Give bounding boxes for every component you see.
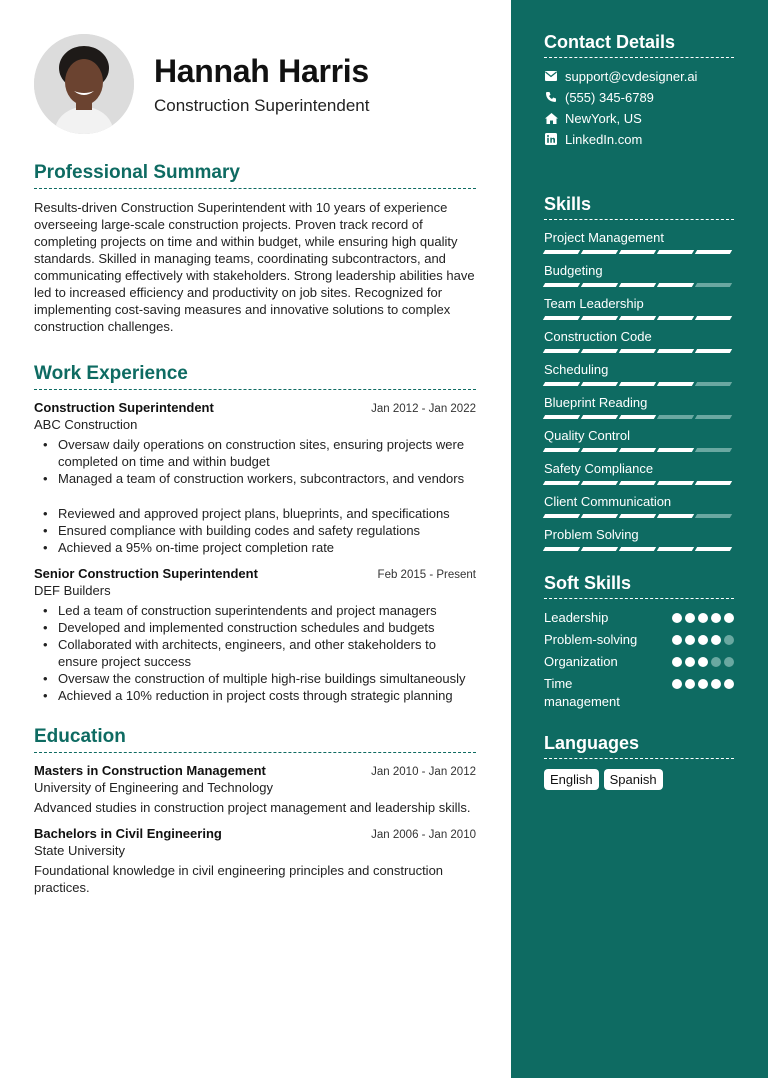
- skill-level-segment: [619, 547, 656, 551]
- candidate-name: Hannah Harris: [154, 52, 369, 89]
- skill-level-bar: [544, 349, 734, 353]
- skill-level-segment: [619, 283, 656, 287]
- education-entry: [34, 826, 476, 896]
- skill-item: [544, 263, 734, 287]
- job-bullets: [38, 602, 476, 704]
- contact-location: [544, 110, 734, 126]
- contact-location-text: NewYork, US: [565, 110, 642, 126]
- job-bullet: • Led a team of construction superintendents and project managers: [38, 602, 476, 619]
- skill-level-bar: [544, 316, 734, 320]
- degree-title: Masters in Construction Management: [34, 763, 266, 778]
- job-bullet: • Oversaw the construction of multiple high-rise buildings simultaneously: [38, 670, 476, 687]
- job-bullets: [38, 436, 476, 556]
- job-bullet: • Ensured compliance with building codes and safety regulations: [38, 522, 476, 539]
- rating-dot: [698, 635, 708, 645]
- job-bullet: • Achieved a 10% reduction in project costs through strategic planning: [38, 687, 476, 704]
- skill-level-segment: [695, 481, 732, 485]
- job-company: DEF Builders: [34, 583, 111, 598]
- skill-level-segment: [695, 283, 732, 287]
- skill-level-bar: [544, 547, 734, 551]
- school-name: State University: [34, 843, 126, 858]
- rating-dot: [672, 635, 682, 645]
- skill-level-segment: [543, 481, 580, 485]
- avatar: [34, 34, 134, 134]
- skill-level-segment: [695, 250, 732, 254]
- degree-date: Jan 2010 - Jan 2012: [371, 766, 476, 778]
- soft-skill-name: Problem-solving: [544, 632, 638, 647]
- soft-skill-rating: [672, 609, 734, 623]
- skill-level-segment: [695, 415, 732, 419]
- skill-level-segment: [657, 481, 694, 485]
- profile-photo: [34, 34, 134, 134]
- soft-skill-name: Leadership: [544, 610, 609, 625]
- skill-level-bar: [544, 448, 734, 452]
- skill-level-segment: [657, 514, 694, 518]
- job-bullet: • Collaborated with architects, engineers, and other stakeholders to ensure project success: [38, 636, 476, 670]
- skill-level-segment: [619, 448, 656, 452]
- skill-name: Problem Solving: [544, 527, 639, 542]
- rating-dot: [724, 613, 734, 623]
- skill-name: Team Leadership: [544, 296, 644, 311]
- skill-item: [544, 461, 734, 485]
- skill-level-bar: [544, 250, 734, 254]
- rating-dot: [711, 613, 721, 623]
- summary-heading: Professional Summary: [34, 162, 476, 189]
- rating-dot: [724, 635, 734, 645]
- skill-level-segment: [581, 415, 618, 419]
- skill-level-bar: [544, 283, 734, 287]
- rating-dot: [698, 679, 708, 689]
- skill-level-segment: [581, 283, 618, 287]
- skill-level-segment: [657, 316, 694, 320]
- rating-dot: [698, 613, 708, 623]
- rating-dot: [672, 679, 682, 689]
- skill-level-segment: [619, 382, 656, 386]
- skill-level-bar: [544, 514, 734, 518]
- rating-dot: [724, 679, 734, 689]
- job-entry: [34, 400, 476, 556]
- soft-skill-item: [544, 631, 734, 649]
- skill-item: [544, 296, 734, 320]
- soft-skill-item: [544, 609, 734, 627]
- soft-skill-item: [544, 675, 734, 711]
- skill-level-segment: [695, 514, 732, 518]
- rating-dot: [711, 657, 721, 667]
- rating-dot: [685, 679, 695, 689]
- skill-level-segment: [543, 382, 580, 386]
- skill-name: Quality Control: [544, 428, 630, 443]
- work-list: [34, 400, 476, 704]
- rating-dot: [685, 657, 695, 667]
- job-bullet: • Oversaw daily operations on construction sites, ensuring projects were completed on time and within budget: [38, 436, 476, 470]
- rating-dot: [672, 613, 682, 623]
- skill-level-segment: [619, 514, 656, 518]
- skill-level-segment: [619, 349, 656, 353]
- skill-item: [544, 527, 734, 551]
- contact-linkedin-text: LinkedIn.com: [565, 131, 643, 147]
- linkedin-icon: [544, 132, 558, 146]
- skill-level-segment: [581, 514, 618, 518]
- skill-level-segment: [695, 349, 732, 353]
- header: [34, 34, 476, 134]
- contact-heading: Contact Details: [544, 32, 734, 58]
- skill-level-segment: [543, 547, 580, 551]
- job-bullet: • Reviewed and approved project plans, blueprints, and specifications: [38, 505, 476, 522]
- rating-dot: [685, 635, 695, 645]
- sidebar: [511, 0, 768, 1078]
- skill-level-segment: [581, 316, 618, 320]
- skill-level-segment: [619, 415, 656, 419]
- skill-name: Budgeting: [544, 263, 603, 278]
- soft-skill-name: Organization: [544, 654, 618, 669]
- languages-heading: Languages: [544, 733, 734, 759]
- skill-level-segment: [543, 448, 580, 452]
- soft-skill-rating: [672, 653, 734, 667]
- skill-level-segment: [543, 283, 580, 287]
- skill-name: Client Communication: [544, 494, 672, 509]
- soft-skill-item: [544, 653, 734, 671]
- job-company: ABC Construction: [34, 417, 138, 432]
- skill-item: [544, 494, 734, 518]
- skill-level-segment: [695, 316, 732, 320]
- skill-level-segment: [543, 316, 580, 320]
- skill-item: [544, 395, 734, 419]
- language-chip: Spanish: [604, 769, 663, 790]
- skill-level-segment: [619, 316, 656, 320]
- candidate-role: Construction Superintendent: [154, 95, 370, 115]
- skill-level-segment: [657, 547, 694, 551]
- home-icon: [544, 111, 558, 125]
- skill-level-bar: [544, 481, 734, 485]
- job-title: Construction Superintendent: [34, 400, 214, 415]
- name-block: [154, 53, 369, 116]
- contact-phone-text: (555) 345-6789: [565, 89, 654, 105]
- skill-level-segment: [695, 547, 732, 551]
- skill-level-segment: [657, 382, 694, 386]
- soft-skills-heading: Soft Skills: [544, 573, 734, 599]
- skill-level-segment: [581, 382, 618, 386]
- job-bullet: • Managed a team of construction workers, subcontractors, and vendors: [38, 470, 476, 487]
- degree-description: Advanced studies in construction project management and leadership skills.: [34, 800, 471, 815]
- skill-level-segment: [581, 448, 618, 452]
- contact-email[interactable]: [544, 68, 734, 84]
- skill-level-segment: [543, 349, 580, 353]
- skill-item: [544, 428, 734, 452]
- envelope-icon: [544, 69, 558, 83]
- skill-level-segment: [619, 481, 656, 485]
- skill-name: Safety Compliance: [544, 461, 654, 476]
- skill-level-segment: [657, 349, 694, 353]
- job-bullet: • Achieved a 95% on-time project completion rate: [38, 539, 476, 556]
- rating-dot: [711, 679, 721, 689]
- degree-description: Foundational knowledge in civil engineering principles and construction practices.: [34, 863, 444, 895]
- skill-level-segment: [657, 415, 694, 419]
- skill-level-segment: [657, 250, 694, 254]
- skill-item: [544, 230, 734, 254]
- skill-level-bar: [544, 382, 734, 386]
- skill-level-segment: [543, 250, 580, 254]
- skill-level-segment: [543, 415, 580, 419]
- skill-level-segment: [657, 283, 694, 287]
- skill-level-segment: [581, 349, 618, 353]
- skill-level-segment: [695, 448, 732, 452]
- soft-skill-name: Time management: [544, 676, 620, 709]
- soft-skill-rating: [672, 631, 734, 645]
- rating-dot: [672, 657, 682, 667]
- skills-heading: Skills: [544, 194, 734, 220]
- skill-level-segment: [619, 250, 656, 254]
- skill-level-segment: [695, 382, 732, 386]
- job-entry: [34, 566, 476, 704]
- job-title: Senior Construction Superintendent: [34, 566, 258, 581]
- job-bullet: • Developed and implemented construction schedules and budgets: [38, 619, 476, 636]
- rating-dot: [685, 613, 695, 623]
- skill-name: Blueprint Reading: [544, 395, 648, 410]
- education-heading: Education: [34, 726, 476, 753]
- phone-icon: [544, 90, 558, 104]
- skill-level-segment: [581, 547, 618, 551]
- rating-dot: [711, 635, 721, 645]
- skill-level-segment: [657, 448, 694, 452]
- languages-list: [544, 769, 734, 790]
- skills-list: [544, 230, 734, 551]
- school-name: University of Engineering and Technology: [34, 780, 273, 795]
- skill-item: [544, 329, 734, 353]
- soft-skill-rating: [672, 675, 734, 689]
- contact-phone[interactable]: [544, 89, 734, 105]
- contact-linkedin[interactable]: [544, 131, 734, 147]
- degree-title: Bachelors in Civil Engineering: [34, 826, 222, 841]
- degree-date: Jan 2006 - Jan 2010: [371, 829, 476, 841]
- skill-name: Project Management: [544, 230, 664, 245]
- job-date: Jan 2012 - Jan 2022: [371, 403, 476, 415]
- skill-level-bar: [544, 415, 734, 419]
- summary-text: Results-driven Construction Superintendent with 10 years of experience overseeing large-scale construction projects. Proven track record of completing projects on time and within budget, while ensuring high quality standards. Skilled in managing teams, coordinating subcontractors, and communicating effectively with stakeholders. Strong leadership abilities have led to increased efficiency and productivity on job sites. Recognized for implementing cost-saving measures and innovative solutions to complex construction challenges.: [34, 200, 475, 334]
- language-chip: English: [544, 769, 599, 790]
- skill-name: Scheduling: [544, 362, 609, 377]
- rating-dot: [698, 657, 708, 667]
- contact-list: [544, 68, 734, 147]
- skill-name: Construction Code: [544, 329, 652, 344]
- skill-level-segment: [581, 250, 618, 254]
- job-date: Feb 2015 - Present: [377, 569, 476, 581]
- contact-email-text: support@cvdesigner.ai: [565, 68, 698, 84]
- work-heading: Work Experience: [34, 363, 476, 390]
- soft-skills-list: [544, 609, 734, 711]
- rating-dot: [724, 657, 734, 667]
- education-entry: [34, 763, 476, 816]
- skill-item: [544, 362, 734, 386]
- skill-level-segment: [543, 514, 580, 518]
- skill-level-segment: [581, 481, 618, 485]
